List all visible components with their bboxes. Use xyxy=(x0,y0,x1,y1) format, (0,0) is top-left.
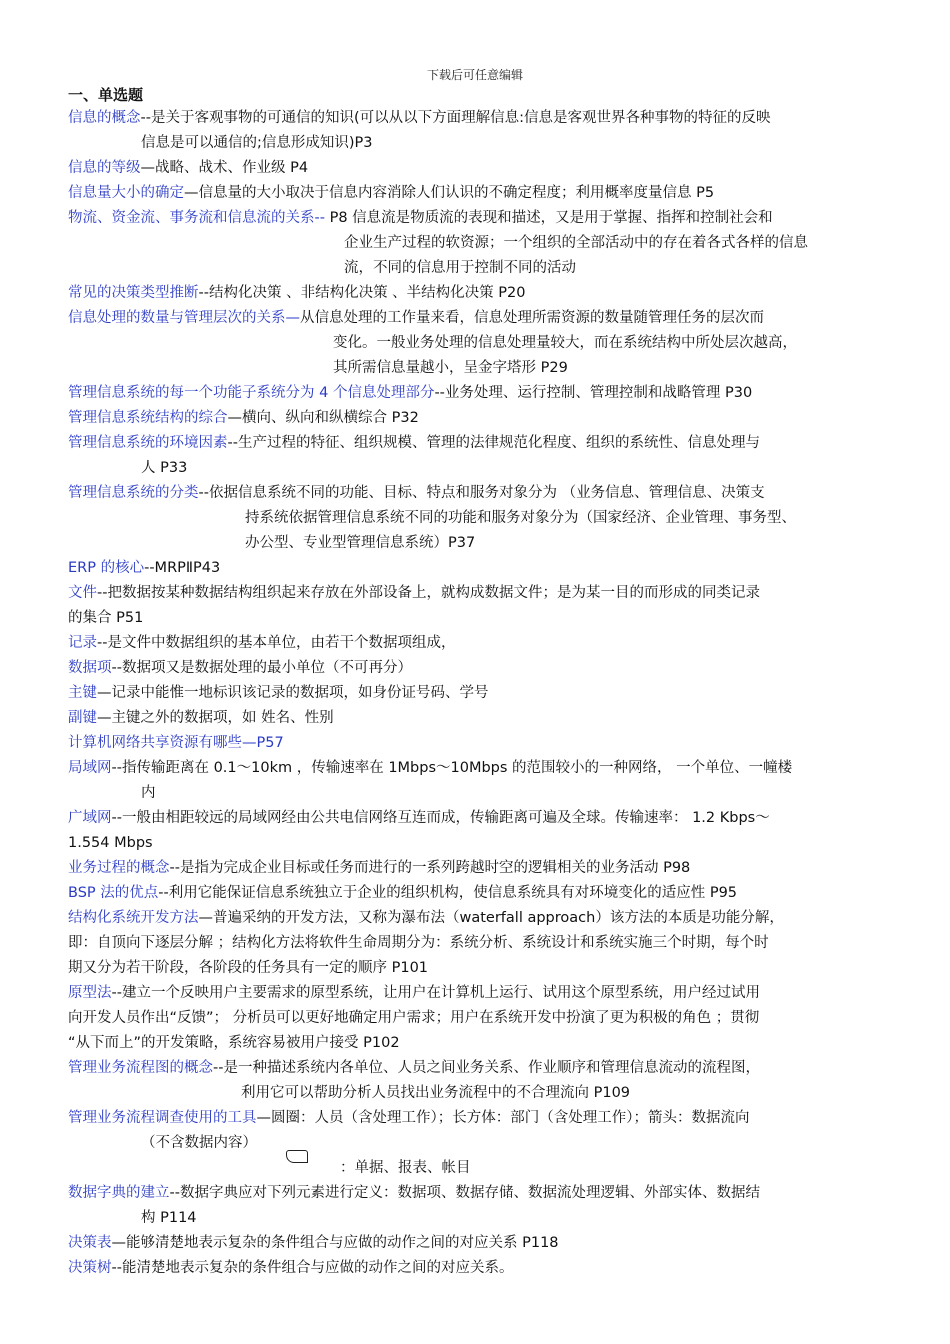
entry-9: 管理信息系统的分类--依据信息系统不同的功能、目标、特点和服务对象分为 （业务信息、管理信息、决策支 xyxy=(68,485,765,501)
page-header: 下载后可任意编辑 xyxy=(426,68,523,82)
entry-cont: ：单据、报表、帐目 xyxy=(340,1160,471,1176)
section-title: 一、单选题 xyxy=(68,86,144,104)
entry-cont: 其所需信息量越小，呈金字塔形 P29 xyxy=(333,360,568,376)
entry-2: 信息量大小的确定—信息量的大小取决于信息内容消除人们认识的不确定程度；利用概率度量信息 P5 xyxy=(68,185,715,201)
entry-15: 副键—主键之外的数据项，如 姓名、性别 xyxy=(68,710,334,726)
entry-13: 数据项--数据项又是数据处理的最小单位（不可再分） xyxy=(68,660,412,676)
entry-14: 主键—记录中能惟一地标识该记录的数据项，如身份证号码、学号 xyxy=(68,685,489,701)
entry-cont: （不含数据内容） xyxy=(141,1135,257,1151)
entry-cont: 向开发人员作出“反馈”； 分析员可以更好地确定用户需求；用户在系统开发中扮演了更为积极的角色 ；贯彻 xyxy=(68,1010,760,1026)
entry-16: 计算机网络共享资源有哪些—P57 xyxy=(68,735,284,751)
entry-10: ERP 的核心--MRPⅡP43 xyxy=(68,560,221,576)
entry-26: 决策表—能够清楚地表示复杂的条件组合与应做的动作之间的对应关系 P118 xyxy=(68,1235,559,1251)
entry-17: 局域网--指传输距离在 0.1～10km ，传输速率在 1Mbps～10Mbps 的范围较小的一种网络， 一个单位、一幢楼 xyxy=(68,760,793,776)
entry-22: 原型法--建立一个反映用户主要需求的原型系统，让用户在计算机上运行、试用这个原型系统，用户经过试用 xyxy=(68,985,760,1001)
entry-cont: 信息是可以通信的;信息形成知识)P3 xyxy=(141,135,373,151)
entry-1: 信息的等级—战略、战术、作业级 P4 xyxy=(68,160,309,176)
entry-6: 管理信息系统的每一个功能子系统分为 4 个信息处理部分--业务处理、运行控制、管理控制和战略管理 P30 xyxy=(68,385,753,401)
entry-7: 管理信息系统结构的综合—横向、纵向和纵横综合 P32 xyxy=(68,410,419,426)
entry-cont: 内 xyxy=(141,785,156,801)
entry-cont: 变化。一般业务处理的信息处理量较大，而在系统结构中所处层次越高， xyxy=(333,335,797,351)
entry-cont: “从下而上”的开发策略，系统容易被用户接受 P102 xyxy=(68,1035,400,1051)
entry-19: 业务过程的概念--是指为完成企业目标或任务而进行的一系列跨越时空的逻辑相关的业务活动 P98 xyxy=(68,860,691,876)
entry-20: BSP 法的优点--利用它能保证信息系统独立于企业的组织机构，使信息系统具有对环境变化的适应性 P95 xyxy=(68,885,738,901)
entry-27: 决策树--能清楚地表示复杂的条件组合与应做的动作之间的对应关系。 xyxy=(68,1260,514,1276)
entry-cont: 办公型、专业型管理信息系统）P37 xyxy=(245,535,476,551)
entry-24: 管理业务流程调查使用的工具—圆圈：人员（含处理工作）；长方体：部门（含处理工作）；箭头：数据流向 xyxy=(68,1110,750,1126)
entry-18: 广域网--一般由相距较远的局域网经由公共电信网络互连而成，传输距离可遍及全球。传输速率： 1.2 Kbps～ xyxy=(68,810,770,826)
entry-11: 文件--把数据按某种数据结构组织起来存放在外部设备上，就构成数据文件；是为某一目的而形成的同类记录 xyxy=(68,585,760,601)
document-shape-icon xyxy=(286,1150,308,1163)
entry-25: 数据字典的建立--数据字典应对下列元素进行定义：数据项、数据存储、数据流处理逻辑、外部实体、数据结 xyxy=(68,1185,760,1201)
entry-cont: 的集合 P51 xyxy=(68,610,144,626)
entry-cont: 持系统依据管理信息系统不同的功能和服务对象分为（国家经济、企业管理、事务型、 xyxy=(245,510,796,526)
entry-21: 结构化系统开发方法—普遍采纳的开发方法，又称为瀑布法（waterfall approach）该方法的本质是功能分解， xyxy=(68,910,784,926)
entry-23: 管理业务流程图的概念--是一种描述系统内各单位、人员之间业务关系、作业顺序和管理信息流动的流程图， xyxy=(68,1060,760,1076)
entry-cont: 1.554 Mbps xyxy=(68,835,153,851)
entry-cont: 即：自顶向下逐层分解 ；结构化方法将软件生命周期分为：系统分析、系统设计和系统实施三个时期，每个时 xyxy=(68,935,769,951)
entry-cont: 期又分为若干阶段，各阶段的任务具有一定的顺序 P101 xyxy=(68,960,429,976)
entry-12: 记录--是文件中数据组织的基本单位，由若干个数据项组成， xyxy=(68,635,456,651)
entry-8: 管理信息系统的环境因素--生产过程的特征、组织规模、管理的法律规范化程度、组织的系统性、信息处理与 xyxy=(68,435,760,451)
entry-cont: 企业生产过程的软资源；一个组织的全部活动中的存在着各式各样的信息 xyxy=(344,235,808,251)
entry-cont: 流，不同的信息用于控制不同的活动 xyxy=(344,260,576,276)
entry-cont: 构 P114 xyxy=(141,1210,197,1226)
entry-term: 信息的概念 xyxy=(68,110,141,126)
entry-3: 物流、资金流、事务流和信息流的关系-- P8 信息流是物质流的表现和描述，又是用于掌握、指挥和控制社会和 xyxy=(68,210,773,226)
entry-4: 常见的决策类型推断--结构化决策 、非结构化决策 、半结构化决策 P20 xyxy=(68,285,526,301)
entry-cont: 利用它可以帮助分析人员找出业务流程中的不合理流向 P109 xyxy=(241,1085,631,1101)
entry-cont: 人 P33 xyxy=(141,460,188,476)
entry-5: 信息处理的数量与管理层次的关系—从信息处理的工作量来看，信息处理所需资源的数量随管理任务的层次而 xyxy=(68,310,764,326)
entry-0: 信息的概念--是关于客观事物的可通信的知识(可以从以下方面理解信息:信息是客观世界各种事物的特征的反映 xyxy=(68,110,771,126)
